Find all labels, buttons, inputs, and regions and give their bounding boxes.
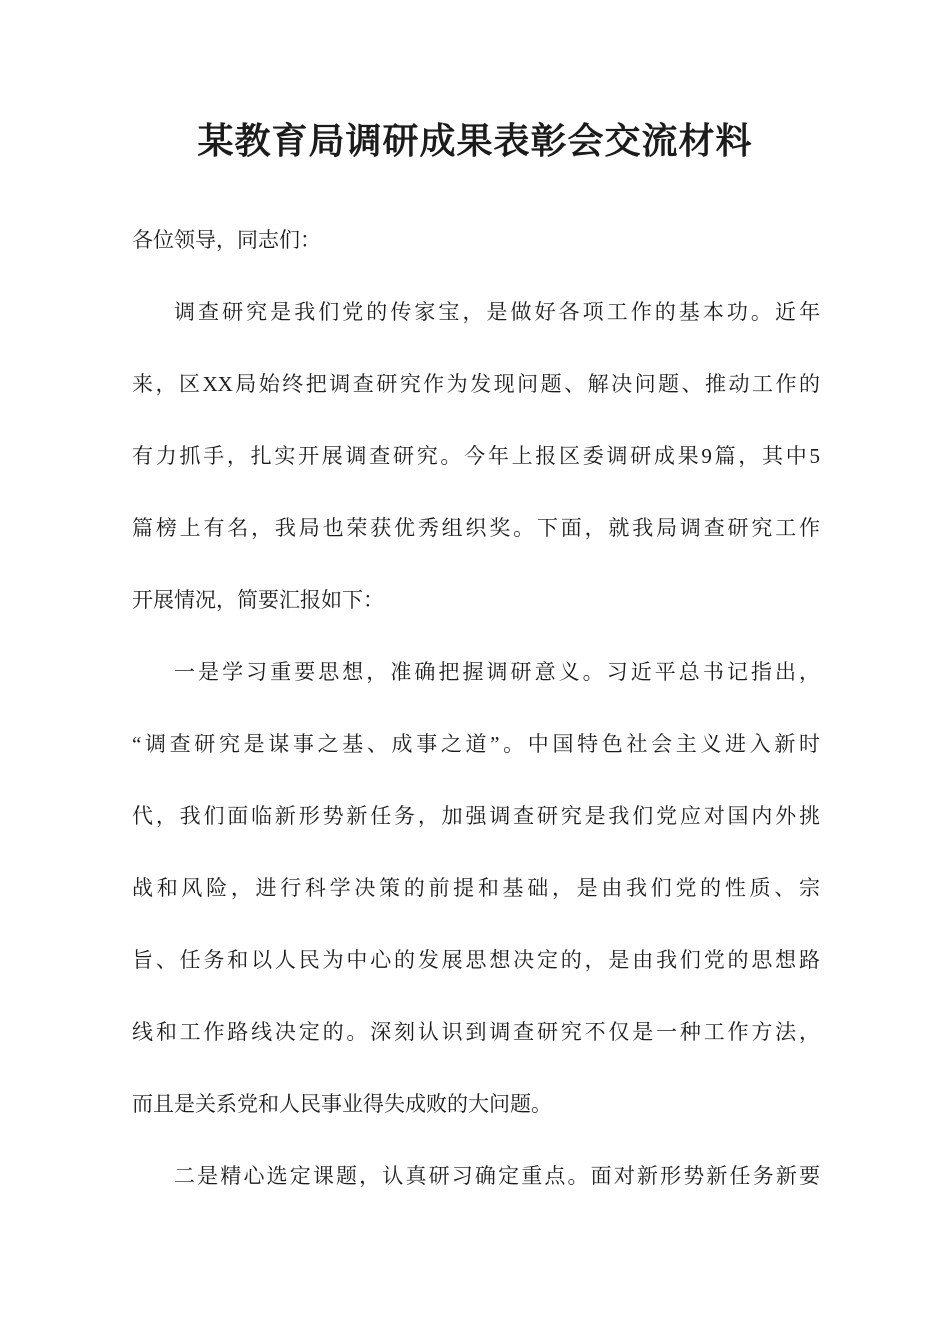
paragraph bbox=[132, 636, 820, 1140]
text-line: “调查研究是谋事之基、成事之道”。中国特色社会主义进入新时 bbox=[132, 732, 820, 756]
text-line: 代，我们面临新形势新任务，加强调查研究是我们党应对国内外挑 bbox=[132, 804, 820, 828]
paragraph bbox=[132, 276, 820, 636]
text-line: 二是精心选定课题，认真研习确定重点。面对新形势新任务新要 bbox=[174, 1164, 820, 1188]
text-line: 一是学习重要思想，准确把握调研意义。习近平总书记指出， bbox=[174, 660, 820, 684]
document-title: 某教育局调研成果表彰会交流材料 bbox=[197, 121, 753, 161]
text-line: 来，区XX局始终把调查研究作为发现问题、解决问题、推动工作的 bbox=[132, 372, 820, 396]
text-line: 篇榜上有名，我局也荣获优秀组织奖。下面，就我局调查研究工作 bbox=[132, 516, 820, 540]
text-line: 调查研究是我们党的传家宝，是做好各项工作的基本功。近年 bbox=[174, 300, 820, 324]
text-line: 战和风险，进行科学决策的前提和基础，是由我们党的性质、宗 bbox=[132, 876, 820, 900]
text-line: 有力抓手，扎实开展调查研究。今年上报区委调研成果9篇，其中5 bbox=[132, 444, 820, 468]
text-line: 线和工作路线决定的。深刻认识到调查研究不仅是一种工作方法， bbox=[132, 1020, 820, 1044]
paragraph bbox=[132, 1140, 820, 1212]
text-line: 各位领导，同志们： bbox=[132, 228, 321, 252]
text-line: 旨、任务和以人民为中心的发展思想决定的，是由我们党的思想路 bbox=[132, 948, 820, 972]
document-body bbox=[0, 204, 950, 1212]
text-line: 而且是关系党和人民事业得失成败的大问题。 bbox=[132, 1092, 552, 1116]
paragraph bbox=[132, 204, 820, 276]
text-line: 开展情况，简要汇报如下： bbox=[132, 588, 384, 612]
